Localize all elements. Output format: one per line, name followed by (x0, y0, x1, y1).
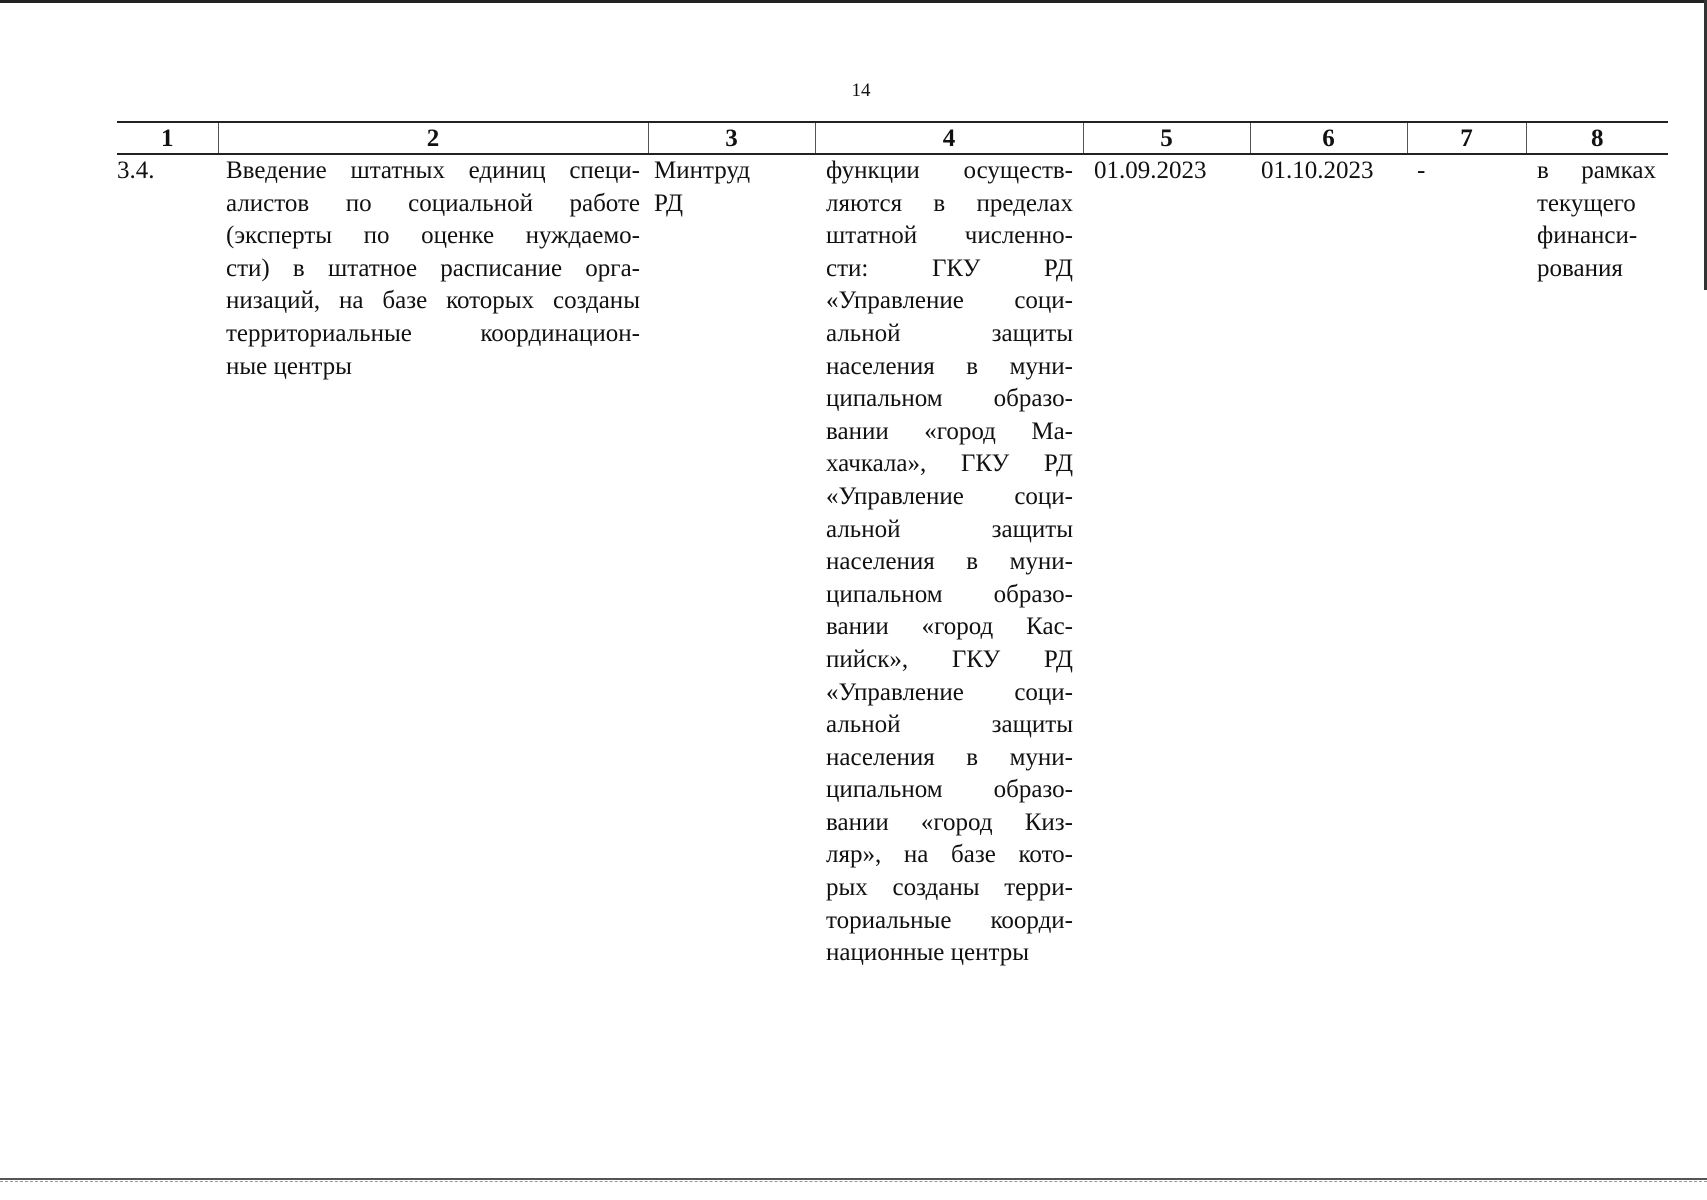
funding-source-line: финанси- (1537, 222, 1638, 250)
responsible-cell (648, 154, 815, 970)
description-line: ториальные коорди- (826, 906, 1073, 934)
description-line: вании «город Киз- (826, 808, 1073, 836)
activity-line: Введение штатных единиц специ- (226, 157, 640, 184)
description-line: ципальном образо- (826, 580, 1073, 608)
description-line: ципальном образо- (826, 385, 1073, 413)
column-header-4: 4 (815, 122, 1083, 154)
activity-line: сти) в штатное расписание орга- (226, 254, 640, 282)
activity-line: территориальные координацион- (226, 319, 640, 347)
end-date-cell: 01.10.2023 (1261, 157, 1374, 184)
column-header-8: 8 (1526, 122, 1668, 154)
activity-line: (эксперты по оценке нуждаемо- (226, 222, 640, 250)
description-line: пийск», ГКУ РД (826, 645, 1073, 673)
description-line: «Управление соци- (826, 678, 1073, 706)
column-header-1: 1 (117, 122, 218, 154)
funding-source-line: рования (1537, 254, 1623, 282)
activity-line: низаций, на базе которых созданы (226, 287, 640, 315)
description-line: населения в муни- (826, 743, 1073, 771)
description-line: хачкала», ГКУ РД (826, 450, 1073, 478)
activity-line: алистов по социальной работе (226, 189, 640, 217)
description-line: национные центры (826, 939, 1030, 967)
column-header-2: 2 (218, 122, 648, 154)
description-line: сти: ГКУ РД (826, 254, 1073, 282)
description-line: населения в муни- (826, 548, 1073, 576)
measures-table (117, 121, 1668, 970)
activity-line: ные центры (226, 352, 352, 380)
description-line: ляр», на базе кото- (826, 841, 1073, 869)
activity-cell (218, 154, 648, 970)
column-header-7: 7 (1407, 122, 1526, 154)
table-row (117, 154, 1668, 970)
responsible-line: Минтруд (654, 157, 751, 184)
funding-source-line: в рамках (1537, 157, 1656, 184)
description-line: ципальном образо- (826, 776, 1073, 804)
row-number: 3.4. (117, 157, 155, 184)
description-line: альной защиты (826, 319, 1073, 347)
description-line: альной защиты (826, 515, 1073, 543)
scan-edge-top (0, 0, 1707, 3)
description-cell (815, 154, 1083, 970)
column-header-6: 6 (1250, 122, 1407, 154)
description-line: населения в муни- (826, 352, 1073, 380)
column-header-3: 3 (648, 122, 815, 154)
column-header-5: 5 (1083, 122, 1250, 154)
responsible-line: РД (654, 189, 684, 217)
description-line: «Управление соци- (826, 482, 1073, 510)
description-line: функции осуществ- (826, 157, 1073, 184)
description-line: вании «город Ма- (826, 417, 1073, 445)
description-line: штатной численно- (826, 222, 1073, 250)
funding-amount-cell: - (1417, 157, 1426, 184)
description-line: ляются в пределах (826, 189, 1073, 217)
start-date-cell: 01.09.2023 (1094, 157, 1207, 184)
description-line: «Управление соци- (826, 287, 1073, 315)
page-number: 14 (851, 80, 871, 101)
scan-edge-bottom-dashed (0, 1181, 1707, 1182)
table-header-row (117, 122, 1668, 154)
funding-source-cell (1526, 154, 1668, 970)
scan-edge-bottom (0, 1178, 1707, 1180)
funding-source-line: текущего (1537, 189, 1636, 217)
description-line: альной защиты (826, 711, 1073, 739)
description-line: рых созданы терри- (826, 874, 1073, 902)
description-line: вании «город Кас- (826, 613, 1073, 641)
